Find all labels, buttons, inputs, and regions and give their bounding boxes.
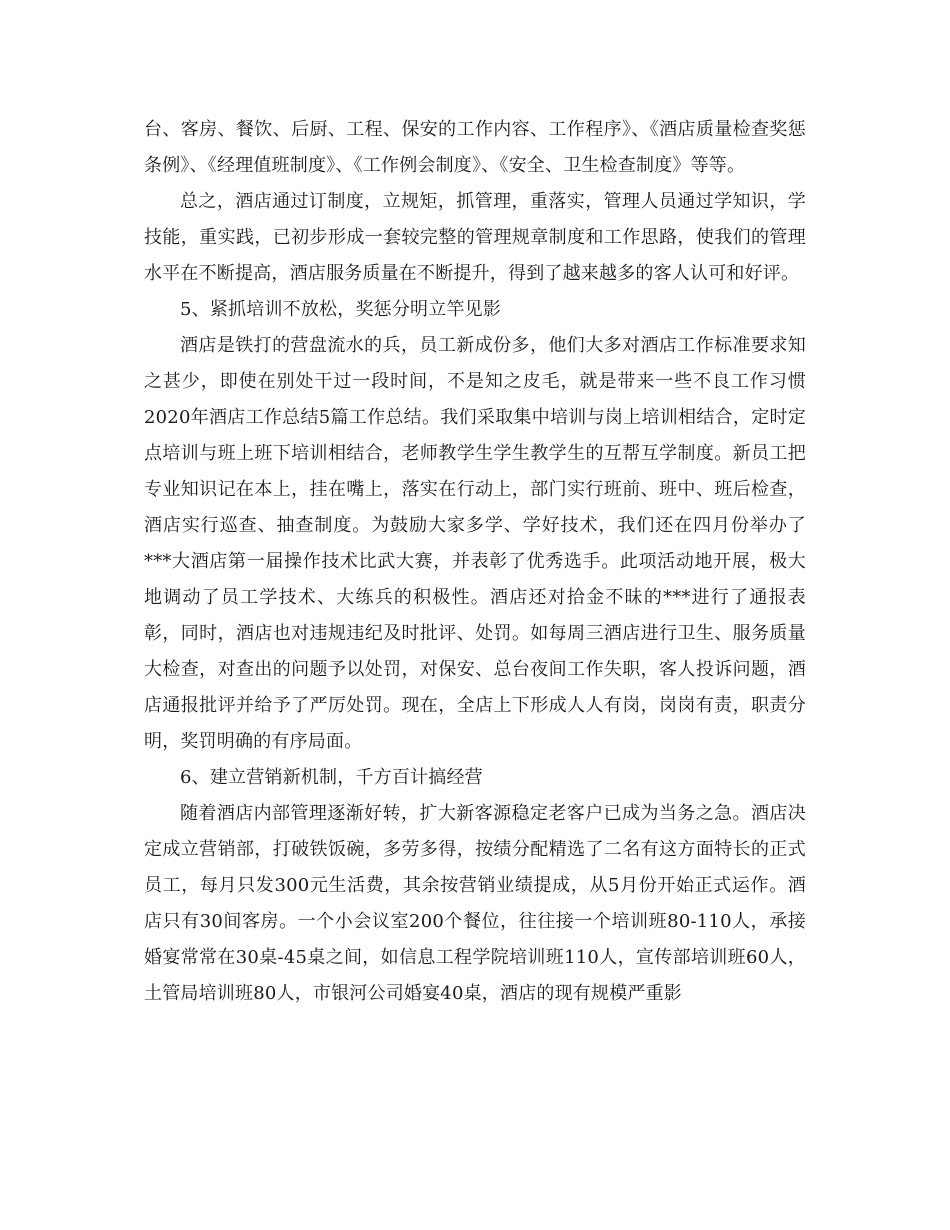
paragraph-training: 酒店是铁打的营盘流水的兵，员工新成份多，他们大多对酒店工作标准要求知之甚少，即使在别处干过一段时间，不是知之皮毛，就是带来一些不良工作习惯2020年酒店工作总结5篇工作总结。我们采取集中培训与岗上培训相结合，定时定点培训与班上班下培训相结合，老师教学生学生教学生的互帮互学制度。新员工把专业知识记在本上，挂在嘴上，落实在行动上，部门实行班前、班中、班后检查，酒店实行巡查、抽查制度。为鼓励大家多学、学好技术，我们还在四月份举办了***大酒店第一届操作技术比武大赛，并表彰了优秀选手。此项活动地开展，极大地调动了员工学技术、大练兵的积极性。酒店还对拾金不昧的***进行了通报表彰，同时，酒店也对违规违纪及时批评、处罚。如每周三酒店进行卫生、服务质量大检查，对查出的问题予以处罚，对保安、总台夜间工作失职，客人投诉问题，酒店通报批评并给予了严厉处罚。现在，全店上下形成人人有岗，岗岗有责，职责分明，奖罚明确的有序局面。 — [144, 335, 806, 752]
document-body — [144, 112, 806, 1012]
paragraph-continuation: 台、客房、餐饮、后厨、工程、保安的工作内容、工作程序》、《酒店质量检查奖惩条例》、《经理值班制度》、《工作例会制度》、《安全、卫生检查制度》等等。 — [144, 119, 806, 176]
section-heading-5: 5、紧抓培训不放松，奖惩分明立竿见影 — [180, 299, 502, 320]
paragraph-summary: 总之，酒店通过订制度，立规矩，抓管理，重落实，管理人员通过学知识，学技能，重实践，已初步形成一套较完整的管理规章制度和工作思路，使我们的管理水平在不断提高，酒店服务质量在不断提升，得到了越来越多的客人认可和好评。 — [144, 191, 806, 284]
paragraph-marketing: 随着酒店内部管理逐渐好转，扩大新客源稳定老客户已成为当务之急。酒店决定成立营销部，打破铁饭碗，多劳多得，按绩分配精选了二名有这方面特长的正式员工，每月只发300元生活费，其余按营销业绩提成，从5月份开始正式运作。酒店只有30间客房。一个小会议室200个餐位，往往接一个培训班80-110人，承接婚宴常常在30桌-45桌之间，如信息工程学院培训班110人，宣传部培训班60人，土管局培训班80人，市银河公司婚宴40桌，酒店的现有规模严重影 — [144, 803, 806, 1004]
section-heading-6: 6、建立营销新机制，千方百计搞经营 — [180, 767, 483, 788]
